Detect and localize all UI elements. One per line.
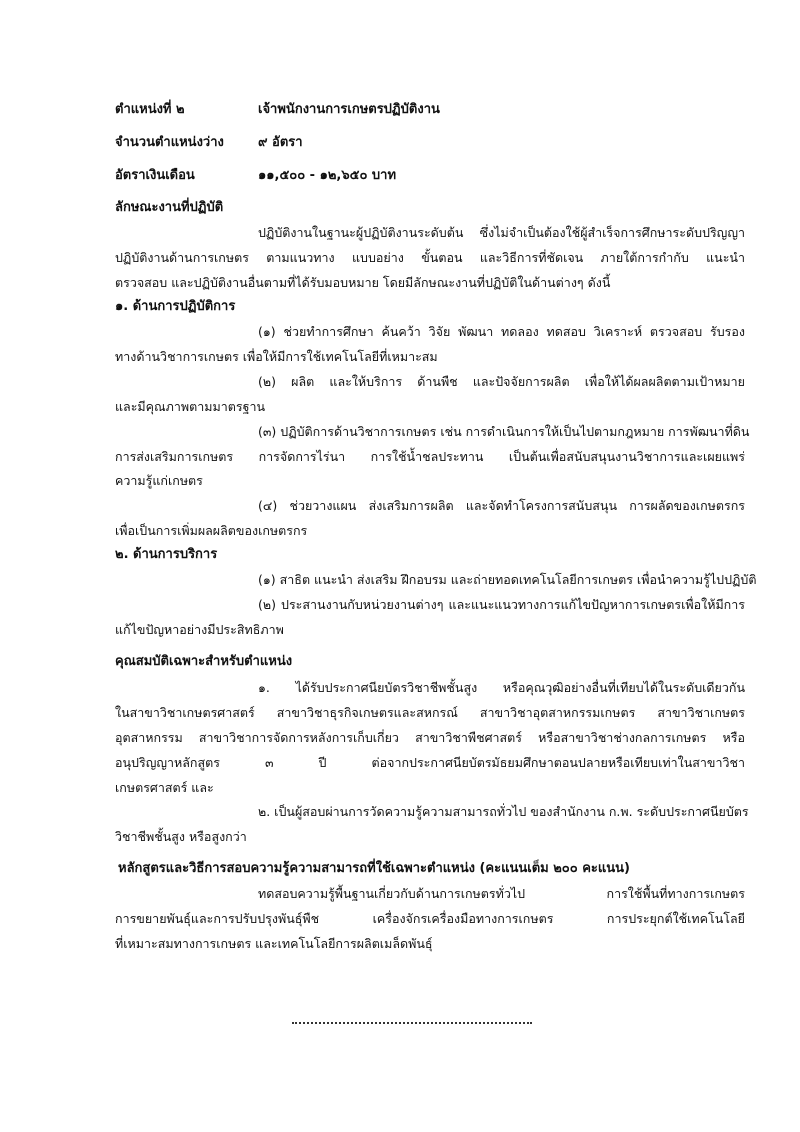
section1-item-1-cont: ทางด้านวิชาการเกษตร เพื่อให้มีการใช้เทคโนโลยีที่เหมาะสม: [115, 349, 438, 364]
section1-item-3-cont: ความรู้แก่เกษตร: [115, 473, 203, 488]
vacancy-value: ๙ อัตรา: [258, 135, 303, 150]
section2-item-2-cont: แก้ไขปัญหาอย่างมีประสิทธิภาพ: [115, 622, 284, 637]
section1-item-2-cont: และมีคุณภาพตามมาตรฐาน: [115, 399, 266, 414]
position-label: ตำแหน่งที่ ๒: [115, 102, 185, 117]
section1-item-2: (๒) ผลิต และให้บริการ ด้านพืช และปัจจัยการผลิต เพื่อให้ได้ผลผลิตตามเป้าหมาย: [258, 374, 745, 389]
qualification-2-cont: วิชาชีพชั้นสูง หรือสูงกว่า: [115, 829, 247, 844]
qualification-1-cont: อนุปริญญาหลักสูตร ๓ ปี ต่อจากประกาศนียบัตรมัธยมศึกษาตอนปลายหรือเทียบเท่าในสาขาวิชา: [115, 755, 745, 770]
section1-item-3: (๓) ปฏิบัติการด้านวิชาการเกษตร เช่น การดำเนินการให้เป็นไปตามกฎหมาย การพัฒนาที่ดิน: [258, 424, 750, 439]
vacancy-label: จำนวนตำแหน่งว่าง: [115, 135, 224, 150]
section1-heading: ๑. ด้านการปฏิบัติการ: [115, 299, 236, 314]
section2-item-2: (๒) ประสานงานกับหน่วยงานต่างๆ และแนะแนวทางการแก้ไขปัญหาการเกษตรเพื่อให้มีการ: [258, 597, 745, 612]
qualifications-heading: คุณสมบัติเฉพาะสำหรับตำแหน่ง: [115, 654, 293, 669]
duties-intro-line: ปฏิบัติงานด้านการเกษตร ตามแนวทาง แบบอย่าง ขั้นตอน และวิธีการที่ชัดเจน ภายใต้การกำกับ แนะนำ: [115, 250, 745, 265]
qualification-1-cont: ในสาขาวิชาเกษตรศาสตร์ สาขาวิชาธุรกิจเกษตรและสหกรณ์ สาขาวิชาอุตสาหกรรมเกษตร สาขาวิชาเกษตร: [115, 705, 745, 720]
position-row: [115, 101, 185, 119]
exam-heading: หลักสูตรและวิธีการสอบความรู้ความสามารถที่ใช้เฉพาะตำแหน่ง (คะแนนเต็ม ๒๐๐ คะแนน): [118, 861, 630, 876]
exam-line: ที่เหมาะสมทางการเกษตร และเทคโนโลยีการผลิตเมล็ดพันธุ์: [115, 936, 433, 951]
section2-item-1: (๑) สาธิต แนะนำ ส่งเสริม ฝึกอบรม และถ่ายทอดเทคโนโลยีการเกษตร เพื่อนำความรู้ไปปฏิบัติ: [258, 572, 757, 587]
dotted-separator: [292, 1022, 532, 1024]
section1-item-3-cont: การส่งเสริมการเกษตร การจัดการไร่นา การใช้น้ำชลประทาน เป็นต้นเพื่อสนับสนุนงานวิชาการและเผยแพร่: [115, 449, 745, 464]
qualification-1: ๑. ได้รับประกาศนียบัตรวิชาชีพชั้นสูง หรือคุณวุฒิอย่างอื่นที่เทียบได้ในระดับเดียวกัน: [258, 680, 745, 695]
section1-item-1: (๑) ช่วยทำการศึกษา ค้นคว้า วิจัย พัฒนา ทดลอง ทดสอบ วิเคราะห์ ตรวจสอบ รับรอง: [258, 324, 745, 339]
duties-intro-line: ตรวจสอบ และปฏิบัติงานอื่นตามที่ได้รับมอบหมาย โดยมีลักษณะงานที่ปฏิบัติในด้านต่างๆ ดังนี้: [115, 275, 611, 290]
exam-line: การขยายพันธุ์และการปรับปรุงพันธุ์พืช เครื่องจักรเครื่องมือทางการเกษตร การประยุกต์ใช้เทคโนโลยี: [115, 911, 745, 926]
section2-heading: ๒. ด้านการบริการ: [115, 547, 218, 562]
salary-label: อัตราเงินเดือน: [115, 168, 195, 183]
qualification-1-cont: อุตสาหกรรม สาขาวิชาการจัดการหลังการเก็บเกี่ยว สาขาวิชาพืชศาสตร์ หรือสาขาวิชาช่างกลการเกษตร หรือ: [115, 730, 745, 745]
position-value: เจ้าพนักงานการเกษตรปฏิบัติงาน: [258, 102, 440, 117]
salary-value: ๑๑,๕๐๐ - ๑๒,๖๕๐ บาท: [258, 168, 397, 183]
qualification-2: ๒. เป็นผู้สอบผ่านการวัดความรู้ความสามารถทั่วไป ของสำนักงาน ก.พ. ระดับประกาศนียบัตร: [258, 804, 749, 819]
duties-intro-line: ปฏิบัติงานในฐานะผู้ปฏิบัติงานระดับต้น ซึ่งไม่จำเป็นต้องใช้ผู้สำเร็จการศึกษาระดับปริญญา: [258, 225, 745, 240]
qualification-1-cont: เกษตรศาสตร์ และ: [115, 780, 214, 795]
duties-heading: ลักษณะงานที่ปฏิบัติ: [115, 200, 224, 215]
section1-item-4-cont: เพื่อเป็นการเพิ่มผลผลิตของเกษตรกร: [115, 523, 308, 538]
section1-item-4: (๔) ช่วยวางแผน ส่งเสริมการผลิต และจัดทำโครงการสนับสนุน การผลัดของเกษตรกร: [258, 498, 745, 513]
exam-line: ทดสอบความรู้พื้นฐานเกี่ยวกับด้านการเกษตรทั่วไป การใช้พื้นที่ทางการเกษตร: [258, 886, 745, 901]
